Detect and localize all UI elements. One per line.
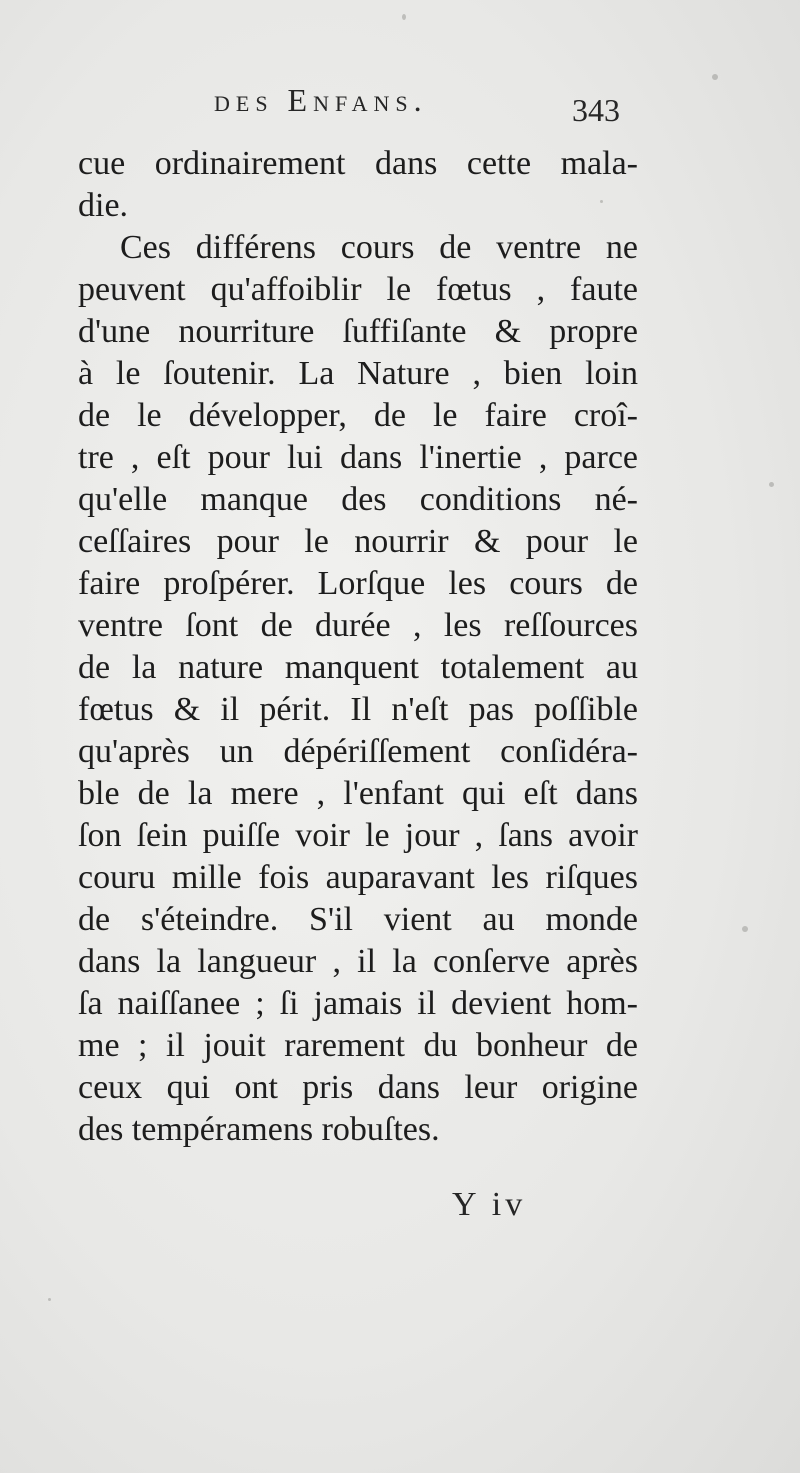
text-line: couru mille fois auparavant les riſques <box>78 859 638 896</box>
paper-speck <box>48 1298 51 1301</box>
page-number: 343 <box>572 92 620 128</box>
text-line: ſa naiſſanee ; ſi jamais il devient hom- <box>78 985 638 1022</box>
paper-speck <box>769 482 774 487</box>
text-line: de s'éteindre. S'il vient au monde <box>78 901 638 938</box>
paper-speck <box>712 74 718 80</box>
text-line: à le ſoutenir. La Nature , bien loin <box>78 355 638 392</box>
text-line: ble de la mere , l'enfant qui eſt dans <box>78 775 638 812</box>
running-head: des Enfans. <box>214 82 428 118</box>
text-line: fœtus & il périt. Il n'eſt pas poſſible <box>78 691 638 728</box>
text-line: de le développer, de le faire croî- <box>78 397 638 434</box>
text-line: d'une nourriture ſuffiſante & propre <box>78 313 638 350</box>
text-line: Ces différens cours de ventre ne <box>120 229 638 266</box>
paper-speck <box>402 14 406 20</box>
body-text <box>78 143 638 1151</box>
text-line: me ; il jouit rarement du bonheur de <box>78 1027 638 1064</box>
catchword: Y iv <box>452 1186 527 1223</box>
text-line: ceſſaires pour le nourrir & pour le <box>78 523 638 560</box>
text-line: peuvent qu'affoiblir le fœtus , faute <box>78 271 638 308</box>
text-line: dans la langueur , il la conſerve après <box>78 943 638 980</box>
text-line: tre , eſt pour lui dans l'inertie , parce <box>78 439 638 476</box>
text-line: die. <box>78 187 129 224</box>
text-line: ſon ſein puiſſe voir le jour , ſans avoir <box>78 817 638 854</box>
text-line: qu'après un dépériſſement conſidéra- <box>78 733 638 770</box>
text-line: des tempéramens robuſtes. <box>78 1111 440 1148</box>
text-line: de la nature manquent totalement au <box>78 649 638 686</box>
text-line: cue ordinairement dans cette mala- <box>78 145 638 182</box>
text-line: ceux qui ont pris dans leur origine <box>78 1069 638 1106</box>
text-line: qu'elle manque des conditions né- <box>78 481 638 518</box>
paper-speck <box>742 926 748 932</box>
text-line: faire proſpérer. Lorſque les cours de <box>78 565 638 602</box>
text-line: ventre ſont de durée , les reſſources <box>78 607 638 644</box>
